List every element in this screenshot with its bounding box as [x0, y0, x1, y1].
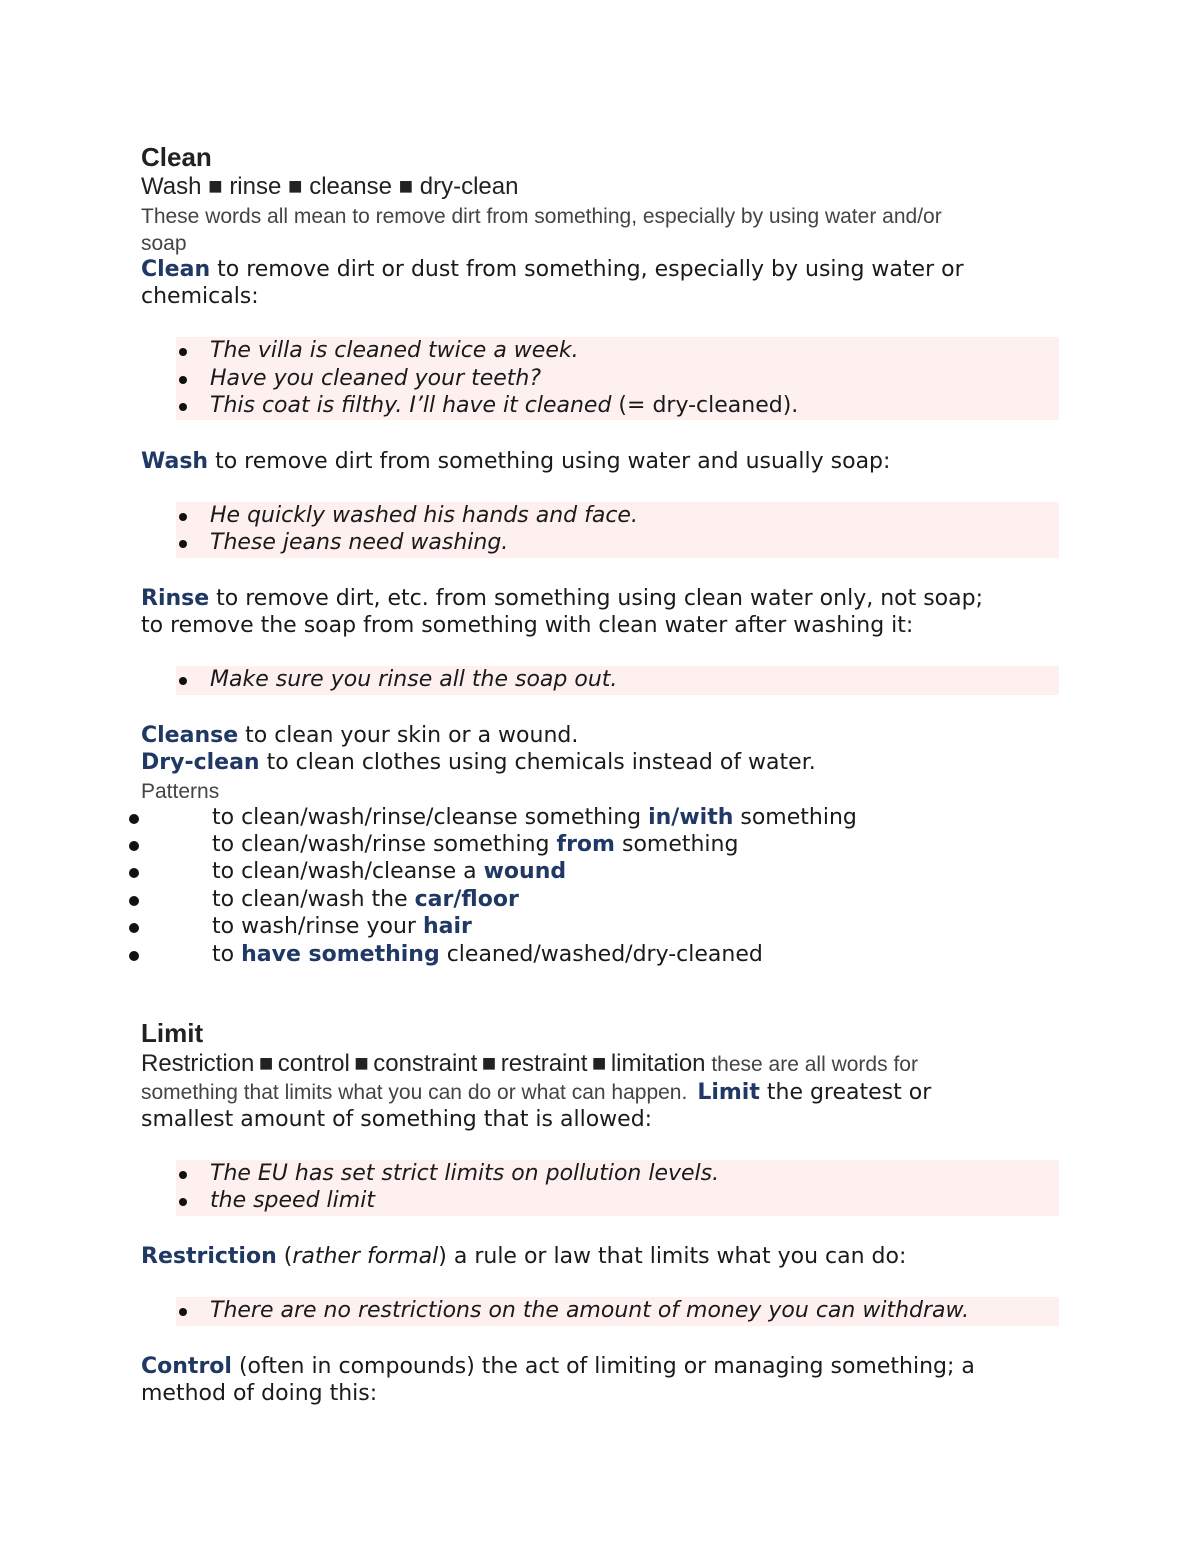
- separator-icon: ■: [398, 173, 414, 200]
- separator-icon: ■: [208, 173, 223, 200]
- pattern-text: something: [733, 805, 857, 830]
- intro-text-line: soap: [141, 232, 187, 255]
- pattern-keyword: hair: [422, 914, 472, 939]
- bullet-icon: [129, 923, 139, 933]
- term-wash: Wash: [141, 449, 209, 474]
- bullet-icon: [179, 1308, 187, 1316]
- synonym: Wash: [141, 173, 202, 200]
- definition-text: to remove dirt or dust from something, especially by using water or: [210, 257, 964, 282]
- pattern-keyword: wound: [483, 859, 567, 884]
- definition-text: to remove dirt, etc. from something using clean water only, not soap;: [209, 586, 983, 611]
- synonym-line-limit: [141, 1050, 918, 1078]
- pattern-text: something: [614, 832, 739, 857]
- example-item: These jeans need washing.: [210, 530, 509, 555]
- definition-cleanse: [141, 723, 578, 748]
- synonym: limitation: [610, 1050, 706, 1077]
- definition-text: method of doing this:: [141, 1381, 378, 1406]
- term-clean: Clean: [141, 257, 211, 282]
- bullet-icon: [179, 376, 187, 384]
- synonym: dry-clean: [419, 173, 519, 200]
- definition-clean: [141, 257, 964, 282]
- usage-label: rather formal: [292, 1244, 439, 1269]
- example-item: [210, 393, 798, 418]
- synonym: constraint: [373, 1050, 478, 1077]
- pattern-item: [212, 859, 566, 884]
- example-plain: (= dry-cleaned).: [611, 393, 799, 418]
- separator-icon: ■: [258, 1050, 274, 1077]
- bullet-icon: [179, 677, 187, 685]
- intro-text: something that limits what you can do or what can happen.: [141, 1081, 688, 1104]
- intro-text: these are all words for: [705, 1053, 918, 1076]
- synonym: restraint: [500, 1050, 588, 1077]
- example-item: He quickly washed his hands and face.: [210, 503, 638, 528]
- synonym: control: [277, 1050, 350, 1077]
- synonym: rinse: [229, 173, 282, 200]
- pattern-item: [212, 805, 857, 830]
- bullet-icon: [129, 814, 139, 824]
- pattern-text: to clean/wash the: [212, 887, 415, 912]
- separator-icon: ■: [481, 1050, 497, 1077]
- pattern-item: [212, 887, 519, 912]
- definition-text: (: [276, 1244, 293, 1269]
- bullet-icon: [179, 540, 187, 548]
- pattern-item: [212, 832, 738, 857]
- definition-text: chemicals:: [141, 284, 259, 309]
- example-item: Have you cleaned your teeth?: [210, 366, 542, 391]
- bullet-icon: [179, 1171, 187, 1179]
- example-italic: This coat is filthy. I’ll have it cleaned: [210, 393, 612, 418]
- separator-icon: ■: [354, 1050, 369, 1077]
- example-item: There are no restrictions on the amount of money you can withdraw.: [210, 1298, 970, 1323]
- example-item: Make sure you rinse all the soap out.: [210, 667, 618, 692]
- example-item: the speed limit: [210, 1188, 375, 1213]
- pattern-text: to wash/rinse your: [212, 914, 423, 939]
- pattern-item: [212, 914, 472, 939]
- term-dry-clean: Dry-clean: [141, 750, 260, 775]
- definition-text: smallest amount of something that is allowed:: [141, 1107, 653, 1132]
- bullet-icon: [129, 896, 139, 906]
- definition-text: to remove the soap from something with clean water after washing it:: [141, 613, 914, 638]
- definition-control: [141, 1354, 975, 1379]
- definition-restriction: [141, 1244, 906, 1269]
- pattern-keyword: have something: [241, 942, 440, 967]
- section-title-limit: Limit: [141, 1018, 204, 1048]
- example-item: The EU has set strict limits on pollution levels.: [210, 1161, 720, 1186]
- synonym-line-clean: [141, 173, 518, 201]
- term-control: Control: [141, 1354, 232, 1379]
- separator-icon: ■: [591, 1050, 607, 1077]
- bullet-icon: [179, 348, 187, 356]
- example-item: The villa is cleaned twice a week.: [210, 338, 579, 363]
- definition-text: to remove dirt from something using water and usually soap:: [208, 449, 891, 474]
- bullet-icon: [179, 403, 187, 411]
- definition-text: to clean your skin or a wound.: [238, 723, 579, 748]
- definition-rinse: [141, 586, 983, 611]
- term-cleanse: Cleanse: [141, 723, 239, 748]
- intro-text-line: These words all mean to remove dirt from something, especially by using water and/or: [141, 205, 942, 228]
- pattern-keyword: in/with: [648, 805, 734, 830]
- bullet-icon: [129, 951, 139, 961]
- synonym: Restriction: [141, 1050, 255, 1077]
- definition-dry-clean: [141, 750, 816, 775]
- patterns-label: Patterns: [141, 780, 220, 803]
- term-restriction: Restriction: [141, 1244, 277, 1269]
- pattern-text: to clean/wash/cleanse a: [212, 859, 484, 884]
- pattern-keyword: from: [556, 832, 615, 857]
- pattern-text: to: [212, 942, 242, 967]
- definition-wash: [141, 449, 890, 474]
- pattern-text: cleaned/washed/dry-cleaned: [439, 942, 763, 967]
- definition-text: the greatest or: [759, 1080, 932, 1105]
- pattern-text: to clean/wash/rinse something: [212, 832, 557, 857]
- bullet-icon: [129, 841, 139, 851]
- bullet-icon: [129, 868, 139, 878]
- pattern-keyword: car/floor: [414, 887, 519, 912]
- bullet-icon: [179, 513, 187, 521]
- definition-text: to clean clothes using chemicals instead of water.: [259, 750, 816, 775]
- separator-icon: ■: [288, 173, 303, 200]
- pattern-text: to clean/wash/rinse/cleanse something: [212, 805, 649, 830]
- synonym: cleanse: [309, 173, 392, 200]
- term-limit: Limit: [697, 1080, 760, 1105]
- bullet-icon: [179, 1198, 187, 1206]
- definition-text: ) a rule or law that limits what you can do:: [438, 1244, 907, 1269]
- section-title-clean: Clean: [141, 142, 212, 172]
- definition-text: (often in compounds) the act of limiting or managing something; a: [231, 1354, 975, 1379]
- intro-definition-line: [141, 1080, 931, 1105]
- term-rinse: Rinse: [141, 586, 210, 611]
- pattern-item: [212, 942, 763, 967]
